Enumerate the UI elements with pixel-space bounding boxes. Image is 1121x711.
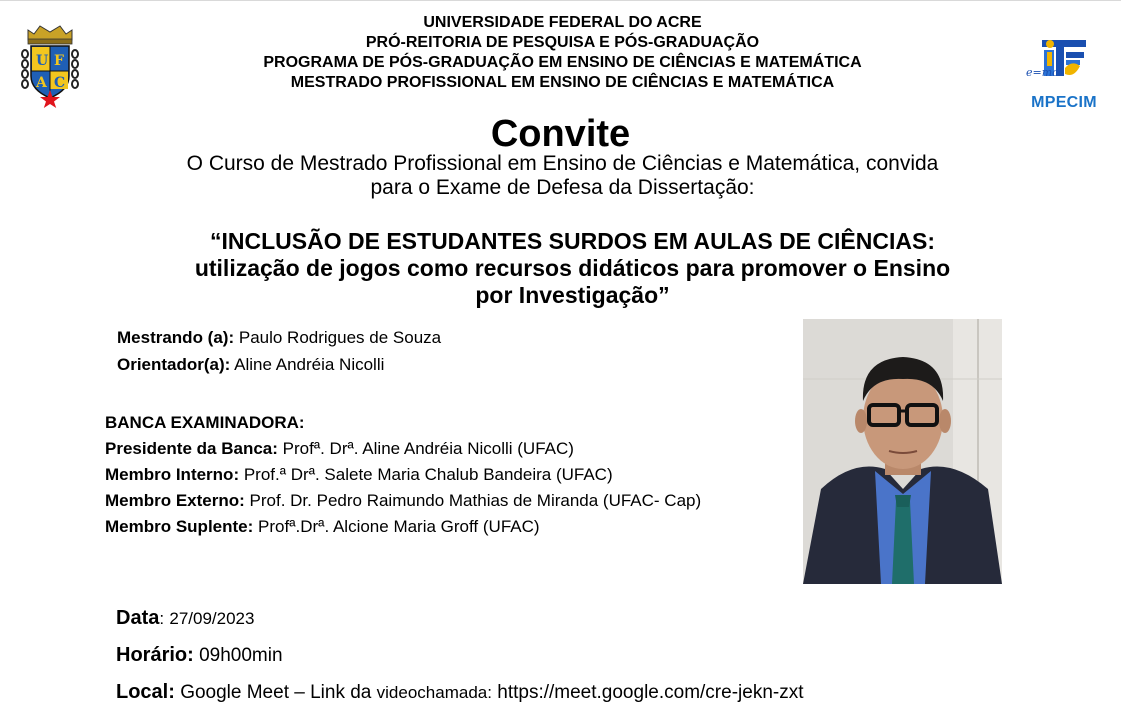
board-member-label: Membro Externo:	[105, 491, 245, 510]
location-text: Google Meet – Link da	[180, 682, 372, 703]
thesis-line-2: utilização de jogos como recursos didáticos para promover o Ensino	[194, 255, 951, 281]
date-row: Data: 27/09/2023	[116, 607, 255, 629]
board-member-external	[105, 488, 701, 514]
ufac-letter-a: A	[36, 75, 47, 91]
board-member-label: Membro Suplente:	[105, 517, 254, 536]
header-masters: MESTRADO PROFISSIONAL EM ENSINO DE CIÊNCIAS E MATEMÁTICA	[290, 74, 835, 91]
thesis-line-1: “INCLUSÃO DE ESTUDANTES SURDOS EM AULAS DE CIÊNCIAS:	[210, 228, 935, 254]
ufac-letter-c: C	[54, 75, 66, 91]
mpecim-name: MPECIM	[1031, 94, 1097, 111]
time-label: Horário:	[116, 644, 194, 666]
location-videocall-text: videochamada:	[376, 683, 492, 702]
top-border	[0, 0, 1121, 1]
thesis-line-3: por Investigação”	[475, 282, 670, 308]
time-value: 09h00min	[199, 645, 283, 666]
advisor-name: Aline Andréia Nicolli	[234, 355, 385, 374]
intro-line-2: para o Exame de Defesa da Dissertação:	[370, 176, 755, 199]
ufac-letter-f: F	[54, 53, 64, 69]
student-name: Paulo Rodrigues de Souza	[238, 328, 442, 347]
header-program: PROGRAMA DE PÓS-GRADUAÇÃO EM ENSINO DE CIÊNCIAS E MATEMÁTICA	[263, 54, 862, 71]
board-member-label: Presidente da Banca:	[105, 439, 278, 458]
candidate-info	[117, 324, 441, 378]
student-label: Mestrando (a):	[117, 328, 235, 347]
header-prorectorate: PRÓ-REITORIA DE PESQUISA E PÓS-GRADUAÇÃO	[365, 34, 760, 51]
ufac-logo	[18, 24, 82, 110]
board-member-name: Profª.Drª. Alcione Maria Groff (UFAC)	[258, 517, 540, 536]
advisor-row	[117, 351, 441, 378]
board-member-name: Prof. Dr. Pedro Raimundo Mathias de Miranda (UFAC- Cap)	[249, 491, 702, 510]
time-row	[116, 637, 804, 674]
board-member-president	[105, 436, 701, 462]
institution-header	[160, 13, 965, 93]
invitation-intro	[120, 152, 1005, 200]
meeting-link[interactable]: https://meet.google.com/cre-jekn-zxt	[497, 682, 804, 703]
header-university: UNIVERSIDADE FEDERAL DO ACRE	[423, 14, 702, 31]
board-member-internal	[105, 462, 701, 488]
location-row	[116, 674, 804, 711]
date-value: 27/09/2023	[169, 609, 255, 628]
board-member-name: Profª. Drª. Aline Andréia Nicolli (UFAC)	[282, 439, 574, 458]
candidate-photo	[803, 319, 1002, 584]
thesis-title	[120, 228, 1025, 309]
location-label: Local:	[116, 681, 175, 703]
intro-line-1: O Curso de Mestrado Profissional em Ensino de Ciências e Matemática, convida	[186, 152, 939, 175]
ufac-letter-u: U	[36, 53, 49, 69]
examination-board	[105, 410, 701, 540]
event-details	[116, 600, 804, 711]
board-member-substitute	[105, 514, 701, 540]
date-label: Data	[116, 607, 160, 629]
advisor-label: Orientador(a):	[117, 355, 231, 374]
mpecim-formula: e=mc²	[1026, 66, 1063, 79]
board-member-label: Membro Interno:	[105, 465, 240, 484]
board-member-name: Prof.ª Drª. Salete Maria Chalub Bandeira (UFAC)	[243, 465, 613, 484]
student-row	[117, 324, 441, 351]
page-title: Convite	[490, 113, 631, 155]
board-heading: BANCA EXAMINADORA:	[105, 413, 305, 432]
mpecim-logo	[1024, 30, 1104, 120]
